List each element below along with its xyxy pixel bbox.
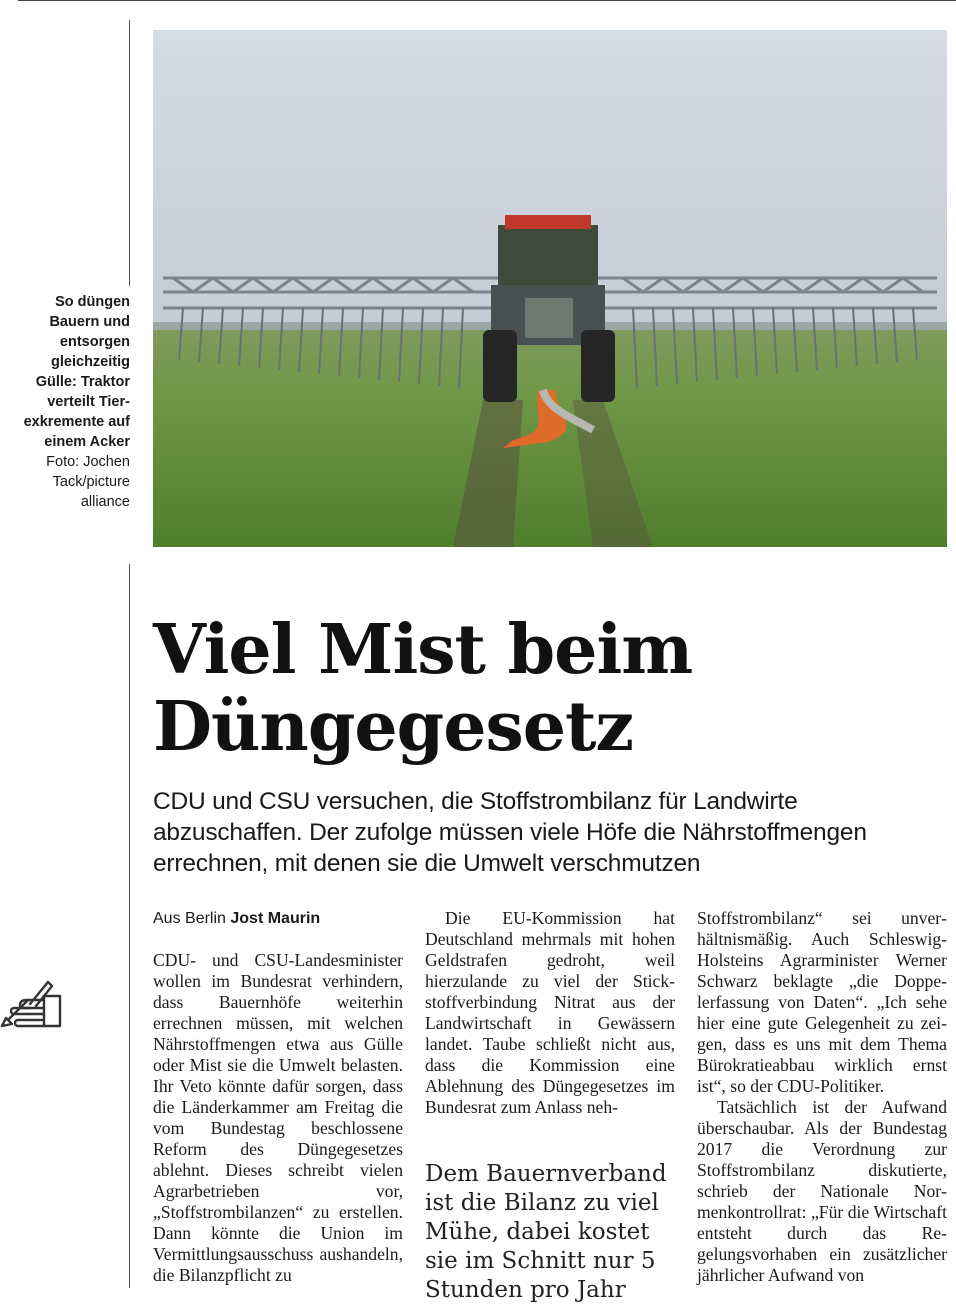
body-paragraph: Stoffstrombilanz“ sei unverhältnismäßig. Auch Schleswig-Holsteins Agrarminister Werner Schwarz beklagte „die Doppelerfassung von Daten“. „Ich sehe hier eine gute Gelegenheit zu zeigen, dass es uns mit dem Thema Bürokratieabbau wirklich ernst ist“, so der CDU-Politiker. xyxy=(697,908,947,1096)
column-rule-bottom xyxy=(129,564,130,1288)
body-paragraph: CDU- und CSU-Landesminister wollen im Bundesrat verhindern, dass Bauernhöfe weiterhin errechnen müssen, mit welchen Nährstoffmengen etwa aus Gülle oder Mist sie die Umwelt belasten. Ihr Veto könnte dafür sorgen, dass die Länderkammer am Freitag die vom Bundestag beschlossene Reform des Düngegesetzes ablehnt. Dieses schreibt vielen Agrarbetrieben vor, „Stoffstrombilanzen“ zu erstellen. Dann könnte die Union im Vermittlungsausschuss aushandeln, die Bilanzpflicht zu xyxy=(153,950,403,1285)
byline-prefix: Aus Berlin xyxy=(153,910,226,927)
article-subhead: CDU und CSU versuchen, die Stoffstrombilanz für Landwirte abzuschaffen. Der zufolge müssen viele Höfe die Nährstoffmengen errechnen, mit denen sie die Umwelt verschmutzen xyxy=(153,788,867,877)
caption-text: So düngen Bauern und entsorgen gleichzeitig Gülle: Traktor verteilt Tierexkremente auf einem Acker xyxy=(23,294,130,450)
text-column-2 xyxy=(425,908,675,1118)
text-column-1 xyxy=(153,908,403,1286)
article-headline: Viel Mist beim Düngegesetz xyxy=(153,610,693,767)
tractor-field-illustration xyxy=(153,30,947,547)
author-name: Jost Maurin xyxy=(230,910,321,927)
top-rule xyxy=(18,0,956,1)
pull-quote: Dem Bauernverband ist die Bilanz zu viel Mühe, dabei kostet sie im Schnitt nur 5 Stunden pro Jahr xyxy=(425,1161,667,1303)
body-paragraph: Die EU-Kommission hat Deutschland mehrmals mit hohen Geldstrafen gedroht, weil hierzulande zu viel der Stickstoffverbindung Nitrat aus der Landwirtschaft in Gewässern landet. Taube schließt nicht aus, dass die Kommission eine Ablehnung des Düngegesetzes im Bundesrat zum Anlass neh- xyxy=(425,908,675,1117)
photo-credit: Foto: Jochen Tack/picture alliance xyxy=(46,454,130,510)
article-photo xyxy=(153,30,947,547)
byline xyxy=(153,908,403,929)
column-rule-top xyxy=(129,20,130,286)
photo-caption xyxy=(20,292,130,512)
text-column-3 xyxy=(697,908,947,1286)
writing-hand-icon xyxy=(0,976,66,1032)
body-paragraph: Tatsächlich ist der Aufwand überschaubar. Als der Bundestag 2017 die Verordnung zur Stoffstrombilanz diskutierte, schrieb der Nationale Normenkontrollrat: „Für die Wirtschaft entsteht durch das Regelungsvorhaben ein zusätzlicher jährlicher Aufwand von xyxy=(697,1097,947,1285)
